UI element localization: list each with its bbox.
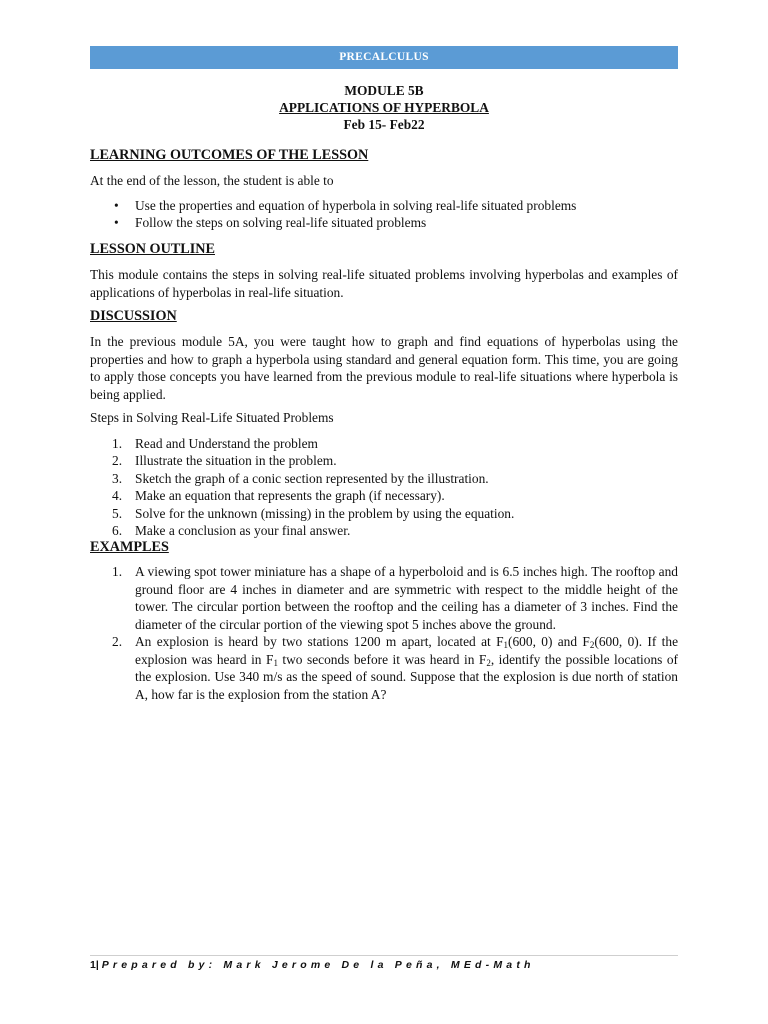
example-number: 2. xyxy=(112,634,123,649)
steps-title: Steps in Solving Real-Life Situated Problems xyxy=(90,410,334,425)
footer-divider xyxy=(90,955,678,956)
step-number: 4. xyxy=(112,488,123,503)
discussion-section xyxy=(90,307,678,540)
learning-outcomes-section xyxy=(90,146,678,232)
list-item xyxy=(90,435,678,453)
module-title-block xyxy=(90,82,678,133)
module-topic: APPLICATIONS OF HYPERBOLA xyxy=(279,100,489,115)
list-item-text: Use the properties and equation of hyperbola in solving real-life situated problems xyxy=(135,197,577,213)
list-item xyxy=(90,522,678,540)
step-text: Make an equation that represents the graph (if necessary). xyxy=(135,488,445,503)
step-text: Solve for the unknown (missing) in the problem by using the equation. xyxy=(135,505,515,521)
steps-list xyxy=(90,435,678,540)
lesson-outline-section xyxy=(90,240,678,301)
module-dates: Feb 15- Feb22 xyxy=(343,117,425,132)
discussion-text: In the previous module 5A, you were taught how to graph and find equations of hyperbolas using the properties and how to graph a hyperbola using standard and general equation form. This time, you are going to apply those concepts you have learned from the previous module to real-life situations where hyperbola is being applied. xyxy=(90,334,678,402)
list-item xyxy=(90,470,678,488)
step-text: Illustrate the situation in the problem. xyxy=(135,453,337,468)
step-number: 6. xyxy=(112,523,123,538)
list-item xyxy=(90,487,678,505)
step-number: 5. xyxy=(112,505,123,521)
prepared-by: Prepared by: Mark Jerome De la Peña, MEd-Math xyxy=(101,959,535,971)
learning-outcomes-list xyxy=(90,197,678,232)
lesson-outline-heading: LESSON OUTLINE xyxy=(90,241,215,257)
list-item xyxy=(90,197,678,215)
example-number: 1. xyxy=(112,564,123,579)
example-text: A viewing spot tower miniature has a shape of a hyperboloid and is 6.5 inches high. The rooftop and ground floor are 4 inches in diameter and are symmetric with respect to the middle height of the tower. The circular portion between the rooftop and the ceiling has a diameter of 3 inches. Find the diameter of the circular portion of the viewing spot 5 inches above the ground. xyxy=(135,564,678,632)
page-footer xyxy=(90,958,690,972)
example-item-1 xyxy=(90,563,678,633)
list-item xyxy=(90,214,678,232)
lesson-outline-text: This module contains the steps in solving real-life situated problems involving hyperbolas and examples of applications of hyperbolas in real-life situation. xyxy=(90,267,678,300)
footer-separator: | xyxy=(95,959,99,971)
list-item xyxy=(90,452,678,470)
list-item-text: Follow the steps on solving real-life situated problems xyxy=(135,215,427,230)
list-item xyxy=(90,505,678,523)
step-number: 3. xyxy=(112,470,123,486)
examples-section xyxy=(90,538,678,703)
examples-heading: EXAMPLES xyxy=(90,539,169,555)
step-text: Read and Understand the problem xyxy=(135,435,318,451)
bullet-icon: • xyxy=(114,197,119,213)
step-number: 2. xyxy=(112,453,123,468)
discussion-heading: DISCUSSION xyxy=(90,308,177,324)
page-number: 1 xyxy=(90,959,96,971)
example-item-2 xyxy=(90,633,678,703)
module-number: MODULE 5B xyxy=(344,83,424,98)
step-text: Sketch the graph of a conic section represented by the illustration. xyxy=(135,470,489,486)
bullet-icon: • xyxy=(114,215,119,230)
step-number: 1. xyxy=(112,435,123,451)
examples-list xyxy=(90,563,678,703)
learning-outcomes-intro: At the end of the lesson, the student is able to xyxy=(90,173,334,188)
step-text: Make a conclusion as your final answer. xyxy=(135,523,351,538)
example-text: An explosion is heard by two stations 1200 m apart, located at $F_1(600$, 0) and $F_2(600$, 0). If the explosion was heard in $F_1$ two seconds before it was heard in $F_2$, identify the possible locations of the explosion. Use 340 m/s as the speed of sound. Suppose that the explosion is due north of station A, how far is the explosion from the station A? xyxy=(135,634,679,702)
subject-banner: PRECALCULUS xyxy=(90,46,678,69)
learning-outcomes-heading: LEARNING OUTCOMES OF THE LESSON xyxy=(90,147,369,163)
